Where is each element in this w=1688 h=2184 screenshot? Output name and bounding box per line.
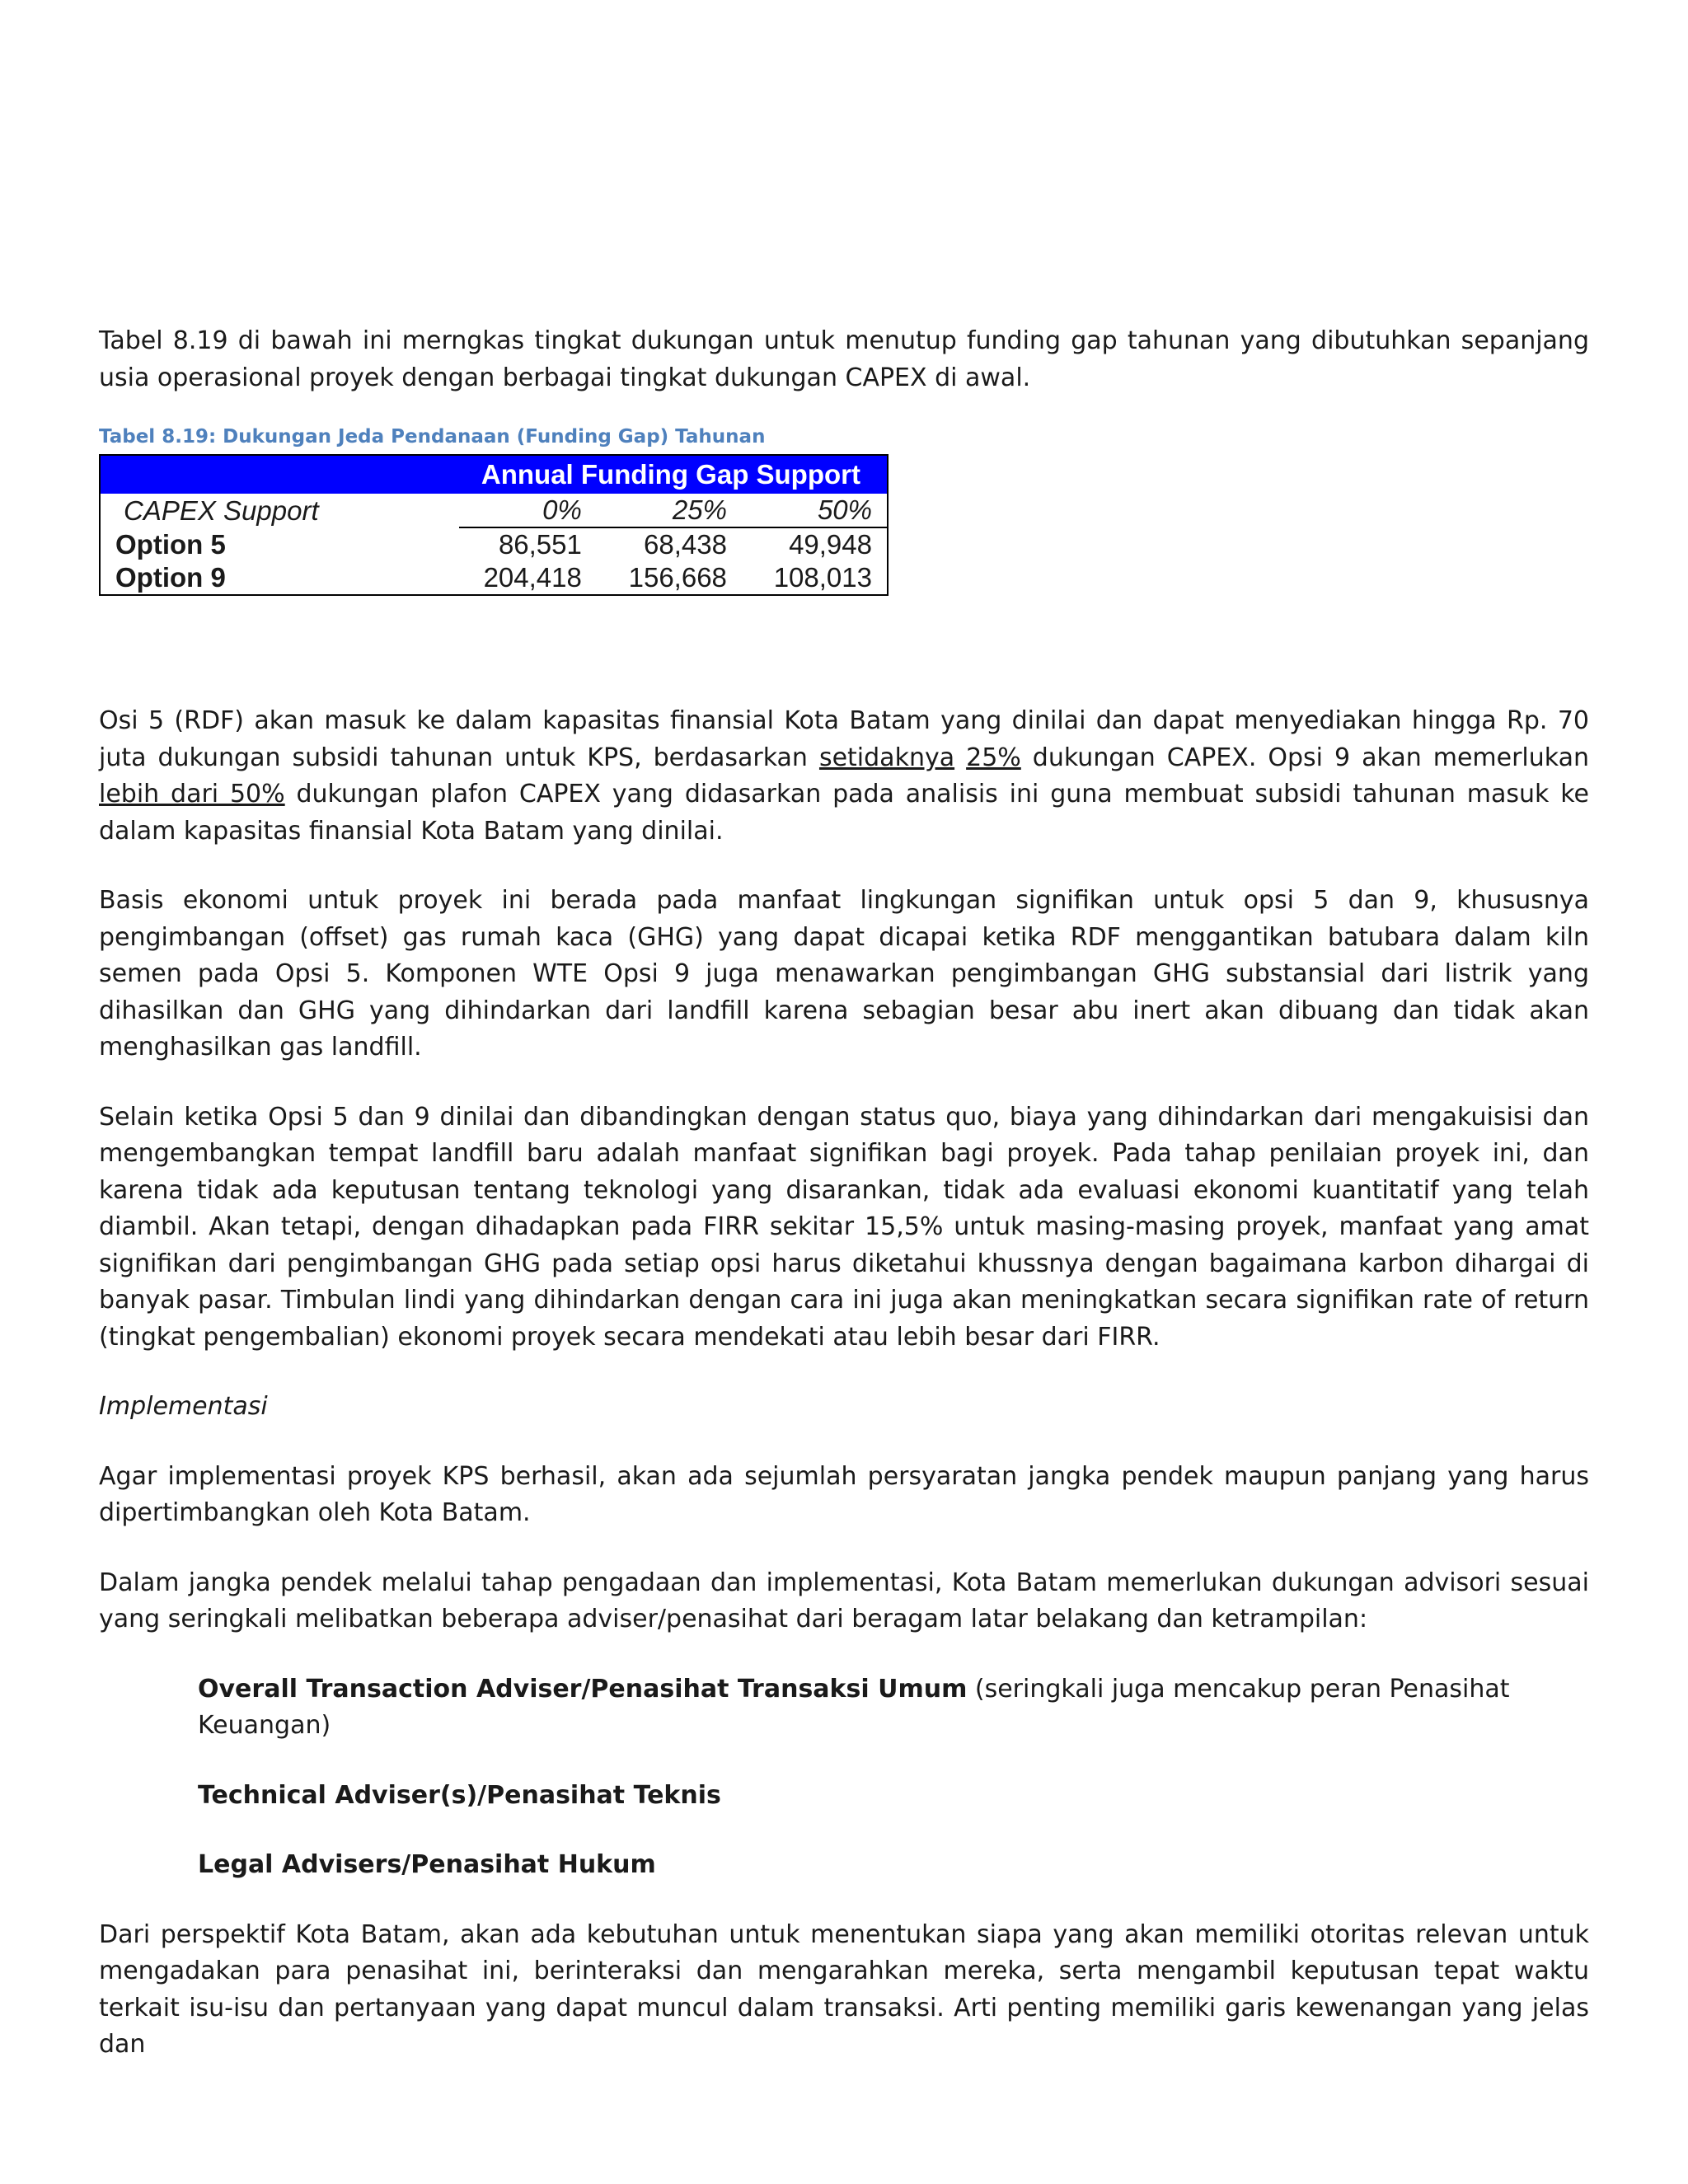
intro-paragraph: Tabel 8.19 di bawah ini merngkas tingkat dukungan untuk menutup funding gap tahunan yang dibutuhkan sepanjang usia operasional proyek dengan berbagai tingkat dukungan CAPEX di awal.: [99, 326, 1589, 392]
adviser-title: Technical Adviser(s)/Penasihat Teknis: [198, 1780, 721, 1810]
section-heading: Implementasi: [99, 1392, 268, 1421]
table-row: [100, 561, 888, 595]
funding-gap-table: [99, 454, 889, 596]
row-label: Option 5: [115, 528, 226, 560]
table-header: Annual Funding Gap Support: [100, 455, 888, 494]
table-cell: 49,948: [789, 529, 872, 560]
table-caption: Tabel 8.19: Dukungan Jeda Pendanaan (Funding Gap) Tahunan: [99, 426, 766, 448]
adviser-item: [198, 1847, 1589, 1884]
paragraph-subsidy: [99, 703, 1589, 850]
text-run: dukungan CAPEX. Opsi 9 akan memerlukan: [1020, 743, 1590, 772]
table-cell: 204,418: [483, 562, 582, 593]
adviser-note: (seringkali juga mencakup peran Penasihat Keuangan): [198, 1674, 1510, 1740]
row-label: Option 9: [115, 562, 226, 593]
adviser-title: Overall Transaction Adviser/Penasihat Transaksi Umum: [198, 1674, 968, 1704]
table-row: [100, 527, 888, 561]
column-header: 25%: [597, 494, 742, 527]
adviser-item: [198, 1778, 1589, 1815]
paragraph-avoided-costs: Selain ketika Opsi 5 dan 9 dinilai dan dibandingkan dengan status quo, biaya yang dihindarkan dari mengakuisisi dan mengembangkan tempat landfill baru adalah manfaat signifikan bagi proyek. Pada tahap penilaian proyek ini, dan karena tidak ada keputusan tentang teknologi yang disarankan, tidak ada evaluasi ekonomi kuantitatif yang telah diambil. Akan tetapi, dengan dihadapkan pada FIRR sekitar 15,5% untuk masing-masing proyek, manfaat yang amat signifikan dari pengimbangan GHG pada setiap opsi harus diketahui khussnya dengan bagaimana karbon dihargai di banyak pasar. Timbulan lindi yang dihindarkan dengan cara ini juga akan meningkatkan secara signifikan rate of return (tingkat pengembalian) ekonomi proyek secara mendekati atau lebih besar dari FIRR.: [99, 1102, 1589, 1352]
adviser-title: Legal Advisers/Penasihat Hukum: [198, 1850, 656, 1879]
paragraph-economic-basis: Basis ekonomi untuk proyek ini berada pada manfaat lingkungan signifikan untuk opsi 5 dan 9, khususnya pengimbangan (offset) gas rumah kaca (GHG) yang dapat dicapai ketika RDF menggantikan batubara dalam kiln semen pada Opsi 5. Komponen WTE Opsi 9 juga menawarkan pengimbangan GHG substansial dari listrik yang dihasilkan dan GHG yang dihindarkan dari landfill karena sebagian besar abu inert akan dibuang dan tidak akan menghasilkan gas landfill.: [99, 886, 1589, 1062]
row-label-header: CAPEX Support: [124, 494, 319, 526]
adviser-item: [198, 1671, 1589, 1745]
column-header: 50%: [742, 494, 888, 527]
document-body: [99, 323, 1589, 2064]
table-cell: 156,668: [628, 562, 727, 593]
underlined-text: 25%: [966, 743, 1021, 772]
text-run: Osi 5 (RDF) akan masuk ke dalam kapasitas finansial Kota Batam yang dinilai dan dapat menyediakan hingga Rp. 70 juta dukungan subsidi tahunan untuk KPS, berdasarkan: [99, 706, 1589, 772]
underlined-text: setidaknya: [818, 743, 955, 772]
paragraph-authority: Dari perspektif Kota Batam, akan ada kebutuhan untuk menentukan siapa yang akan memiliki otoritas relevan untuk mengadakan para penasihat ini, berinteraksi dan mengarahkan mereka, serta mengambil keputusan tepat waktu terkait isu-isu dan pertanyaan yang dapat muncul dalam transaksi. Arti penting memiliki garis kewenangan yang jelas dan: [99, 1919, 1589, 2059]
underlined-text: lebih dari 50%: [99, 780, 285, 808]
text-run: dukungan plafon CAPEX yang didasarkan pada analisis ini guna membuat subsidi tahunan masuk ke dalam kapasitas finansial Kota Batam yang dinilai.: [99, 780, 1589, 846]
table-cell: 108,013: [773, 562, 872, 593]
text-run: [954, 743, 966, 772]
paragraph-advisory: Dalam jangka pendek melalui tahap pengadaan dan implementasi, Kota Batam memerlukan dukungan advisori sesuai yang seringkali melibatkan beberapa adviser/penasihat dari beragam latar belakang dan ketrampilan:: [99, 1568, 1589, 1633]
column-header: 0%: [459, 494, 597, 527]
table-header-row: [100, 455, 888, 494]
table-cell: 86,551: [498, 529, 582, 560]
paragraph-implementation: Agar implementasi proyek KPS berhasil, akan ada sejumlah persyaratan jangka pendek maupun panjang yang harus dipertimbangkan oleh Kota Batam.: [99, 1461, 1589, 1527]
table-cell: 68,438: [643, 529, 727, 560]
table-subheader-row: [100, 494, 888, 527]
